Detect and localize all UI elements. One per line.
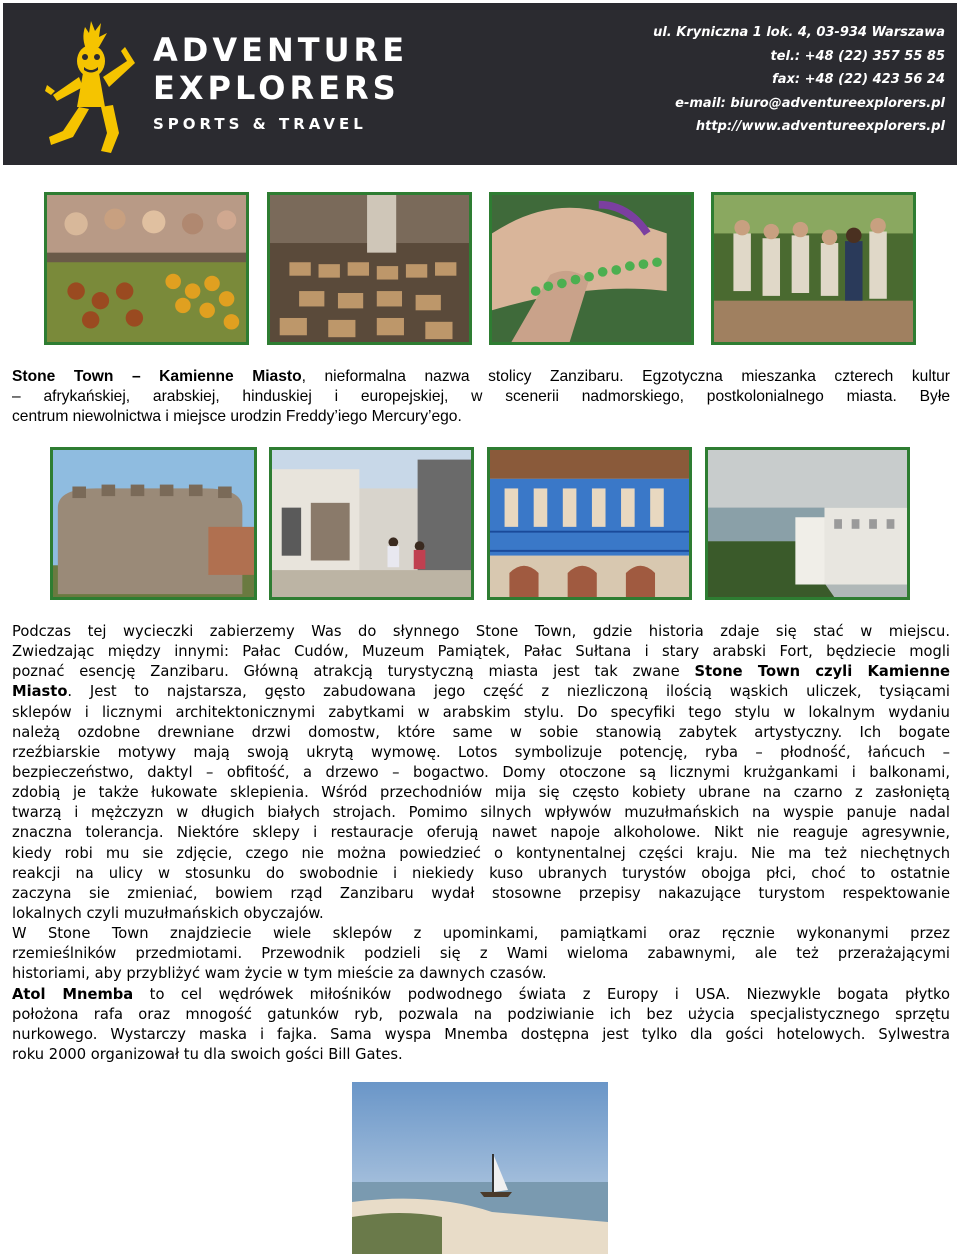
tour-group-photo: [711, 192, 916, 345]
intro-line-2: – afrykańskiej, arabskiej, hinduskiej i europejskiej, w scenerii nadmorskiego, postkolonialnego miasta. Byłe: [12, 388, 950, 405]
body-text: poznać esencję Zanzibaru. Główną atrakcją turystyczną miasta jest tak zwane: [12, 663, 695, 681]
intro-line-1: Stone Town – Kamienne Miasto, nieformalna nazwa stolicy Zanzibaru. Egzotyczna mieszanka czterech kultur: [12, 368, 951, 385]
body-text: roku 2000 organizował tu dla swoich gości Bill Gates.: [12, 1045, 403, 1063]
description-line-14: [12, 884, 950, 904]
description-line-2: [12, 642, 950, 662]
body-text: zaczyna sie zmieniać, bowiem rząd Zanzibaru wydał stosowne przepisy nakazujące turystom respektowanie: [12, 884, 950, 902]
street-photo: [269, 447, 474, 600]
body-text: to cel wędrówek miłośników podwodnego świata z Europy i USA. Niezwykle bogata płytko: [133, 985, 950, 1003]
description-line-6: [12, 723, 950, 743]
description-line-17: [12, 944, 950, 964]
body-text: rzemieślników przedmiotami. Przewodnik podzieli się z Wami wieloma zabawnymi, ale też przerażającymi: [12, 945, 950, 963]
description-line-18: [12, 964, 950, 984]
description-line-13: [12, 864, 950, 884]
description-line-3: [12, 662, 950, 682]
body-text: bezpieczeństwo, daktyl – obfitość, a drzewo – bogactwo. Domy otoczone są licznymi krużgankami i balkonami,: [12, 763, 950, 781]
body-text: znaczna tolerancja. Niektóre sklepy i restauracje oferują nawet napoje alkoholowe. Nikt nie reaguje agresywnie,: [12, 824, 950, 842]
body-text: twarzą i mężczyzn w długich białych strojach. Pomimo silnych wpływów muzułmańskich na wyspie panuje nadal: [12, 804, 950, 822]
website-link[interactable]: http://www.adventureexplorers.pl: [695, 119, 945, 134]
body-text: sklepów i licznymi architektonicznymi zabytkami w arabskim stylu. Do specyfiki tego stylu w lokalnym wydaniu: [12, 703, 950, 721]
body-text: reakcji na ulicy w stosunku do swobodnie i niekiedy kuso ubranych turystów obojga płci, choć to ostatnie: [12, 864, 950, 882]
body-text: zdobią je także łukowate sklepienia. Wśród przechodniów mija się często kobiety ubrane na czarno z zasłoniętą: [12, 784, 950, 802]
beach-dhow-photo: [352, 1082, 608, 1254]
description-line-10: [12, 803, 950, 823]
body-text: kiedy robi mu sie zdjęcie, czego nie można powiedzieć o kontynentalnej części kraju. Nie ma też niechętnych: [12, 844, 950, 862]
description-line-4: [12, 682, 950, 702]
description-line-8: [12, 763, 950, 783]
email-link[interactable]: e-mail: biuro@adventureexplorers.pl: [675, 95, 945, 111]
harbour-photo: [705, 447, 910, 600]
highlight-text: Miasto: [12, 683, 68, 701]
stone-town-description: [12, 622, 950, 1065]
body-text: lokalnych czyli muzułmańskich obyczajów.: [12, 904, 324, 922]
brand-name: [153, 31, 408, 133]
description-line-12: [12, 844, 950, 864]
description-line-5: [12, 703, 950, 723]
pepper-photo: [489, 192, 694, 345]
body-text: rzeźbiarskie motywy mają swoją ukrytą wymowę. Lotos symbolizuje potencję, ryba – płodność, łańcuch –: [12, 743, 950, 761]
contact-info: [653, 21, 945, 139]
body-text: położona rafa oraz mnogość gatunków ryb, pozwala na podziwianie ich bez użycia specjalistycznego sprzętu: [12, 1005, 950, 1023]
balcony-photo: [487, 447, 692, 600]
dancing-figure-logo-icon: [39, 13, 139, 158]
body-text: Zwiedzając między innymi: Pałac Cudów, Muzeum Pamiątek, Pałac Sułtana i stary arabski Fort, będziecie mogli: [12, 643, 950, 661]
description-line-20: [12, 1005, 950, 1025]
spice-stall-photo: [267, 192, 472, 345]
market-photo: [44, 192, 249, 345]
stone-town-intro: [12, 367, 950, 427]
body-text: Podczas tej wycieczki zabierzemy Was do słynnego Stone Town, gdzie historia zdaje się stać w miejscu.: [12, 623, 950, 640]
description-line-16: [12, 924, 950, 944]
body-text: W Stone Town znajdziecie wiele sklepów z upominkami, pamiątkami oraz ręcznie wykonanymi przez: [12, 925, 950, 943]
fax: fax: +48 (22) 423 56 24: [772, 72, 945, 87]
brand-tagline: SPORTS & TRAVEL: [153, 115, 367, 133]
old-fort-photo: [50, 447, 257, 600]
description-line-15: [12, 904, 950, 924]
phone: tel.: +48 (22) 357 55 85: [770, 48, 945, 64]
brand-line-1: ADVENTURE: [153, 31, 409, 69]
description-line-11: [12, 823, 950, 843]
description-line-1: [12, 622, 950, 642]
highlight-text: Atol Mnemba: [12, 985, 134, 1003]
description-line-9: [12, 783, 950, 803]
body-text: należą ozdobne drewniane drzwi domostw, które same w sobie stanowią zabytek artystyczny. Ich bogate: [12, 723, 950, 741]
description-line-19: [12, 985, 950, 1005]
intro-line-3: centrum niewolnictwa i miejsce urodzin Freddy’iego Mercury’ego.: [12, 408, 462, 425]
brand-line-2: EXPLORERS: [153, 69, 400, 107]
description-line-22: [12, 1045, 950, 1065]
highlight-text: Stone Town czyli Kamienne: [694, 663, 951, 681]
intro-bold-title: Stone Town – Kamienne Miasto: [12, 368, 302, 385]
body-text: historiami, aby przybliżyć wam życie w tym mieście za dawnych czasów.: [12, 965, 547, 983]
header-banner: [3, 3, 957, 165]
body-text: . Jest to najstarsza, gęsto zabudowana jego część z niezliczoną ilością wąskich uliczek, tysiącami: [67, 683, 950, 701]
body-text: nurkowego. Wystarczy maska i fajka. Sama wyspa Mnemba dostępna jest tylko dla gości hotelowych. Sylwestra: [12, 1025, 950, 1043]
address: ul. Kryniczna 1 lok. 4, 03-934 Warszawa: [653, 25, 945, 40]
description-line-7: [12, 743, 950, 763]
description-line-21: [12, 1025, 950, 1045]
